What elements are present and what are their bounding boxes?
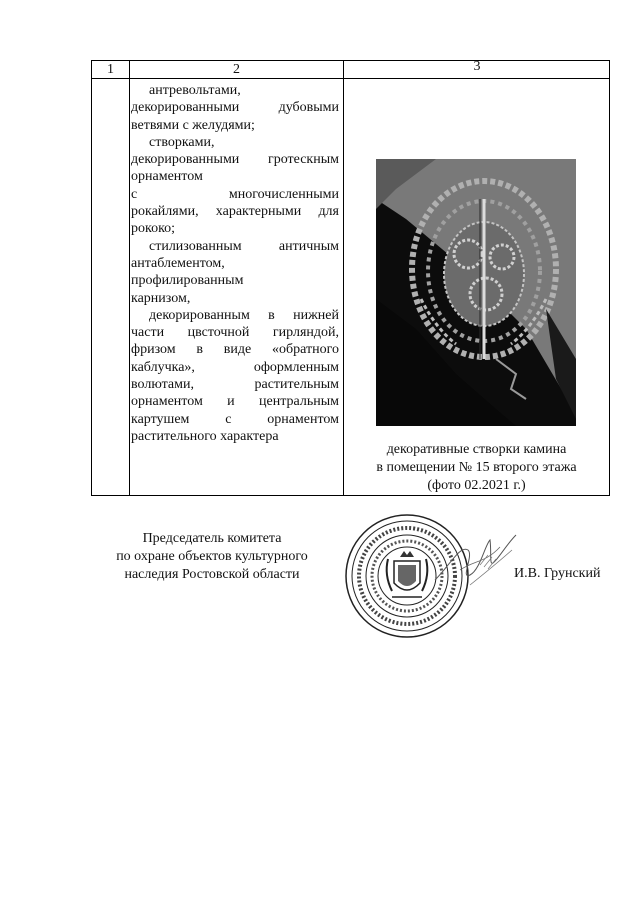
caption-line: (фото 02.2021 г.) bbox=[427, 478, 526, 493]
description-line: антревольтами, bbox=[149, 83, 241, 98]
signer-position bbox=[100, 530, 324, 584]
signature-icon bbox=[430, 525, 520, 595]
description-line: декорированными гротескным bbox=[131, 152, 339, 168]
description-line: части цвсточной гирляндой, bbox=[131, 325, 339, 341]
table-header-2: 2 bbox=[233, 62, 240, 77]
description-line: растительного характера bbox=[131, 428, 279, 444]
description-line: стилизованным античным bbox=[149, 238, 339, 254]
description-line: орнаментом bbox=[131, 169, 203, 185]
description-line: фризом в виде «обратного bbox=[131, 342, 339, 358]
description-line: декорированным в нижней bbox=[149, 307, 339, 323]
description-line: с многочисленными bbox=[131, 186, 339, 202]
photo-caption bbox=[343, 441, 610, 495]
description-line: орнаментом и центральным bbox=[131, 394, 339, 410]
photo-image bbox=[376, 159, 576, 426]
fireplace-doors-photo bbox=[376, 159, 576, 426]
description-line: ветвями с желудями; bbox=[131, 117, 255, 133]
signer-position-line: по охране объектов культурного bbox=[116, 549, 308, 564]
caption-line: в помещении № 15 второго этажа bbox=[376, 460, 577, 475]
description-line: антаблементом, bbox=[131, 255, 225, 271]
description-line: рокайлями, характерными для bbox=[131, 204, 339, 220]
column-divider-2 bbox=[343, 61, 344, 495]
signer-name: И.В. Грунский bbox=[514, 566, 601, 581]
signer-position-line: Председатель комитета bbox=[142, 531, 282, 546]
description-line: профилированным bbox=[131, 273, 244, 289]
table-header-3: 3 bbox=[473, 59, 481, 74]
object-description bbox=[131, 82, 339, 445]
signer-position-line: наследия Ростовской области bbox=[124, 567, 300, 582]
description-line: створками, bbox=[149, 134, 215, 150]
description-line: картушем с орнаментом bbox=[131, 411, 339, 427]
description-line: декорированными дубовыми bbox=[131, 100, 339, 116]
description-line: карнизом, bbox=[131, 290, 191, 306]
description-line: рококо; bbox=[131, 221, 176, 237]
description-line: волютами, растительным bbox=[131, 377, 339, 393]
header-divider bbox=[92, 78, 609, 79]
caption-line: декоративные створки камина bbox=[386, 442, 567, 457]
description-line: каблучка», оформленным bbox=[131, 359, 339, 375]
column-divider-1 bbox=[129, 61, 130, 495]
table-header-1: 1 bbox=[107, 62, 114, 77]
